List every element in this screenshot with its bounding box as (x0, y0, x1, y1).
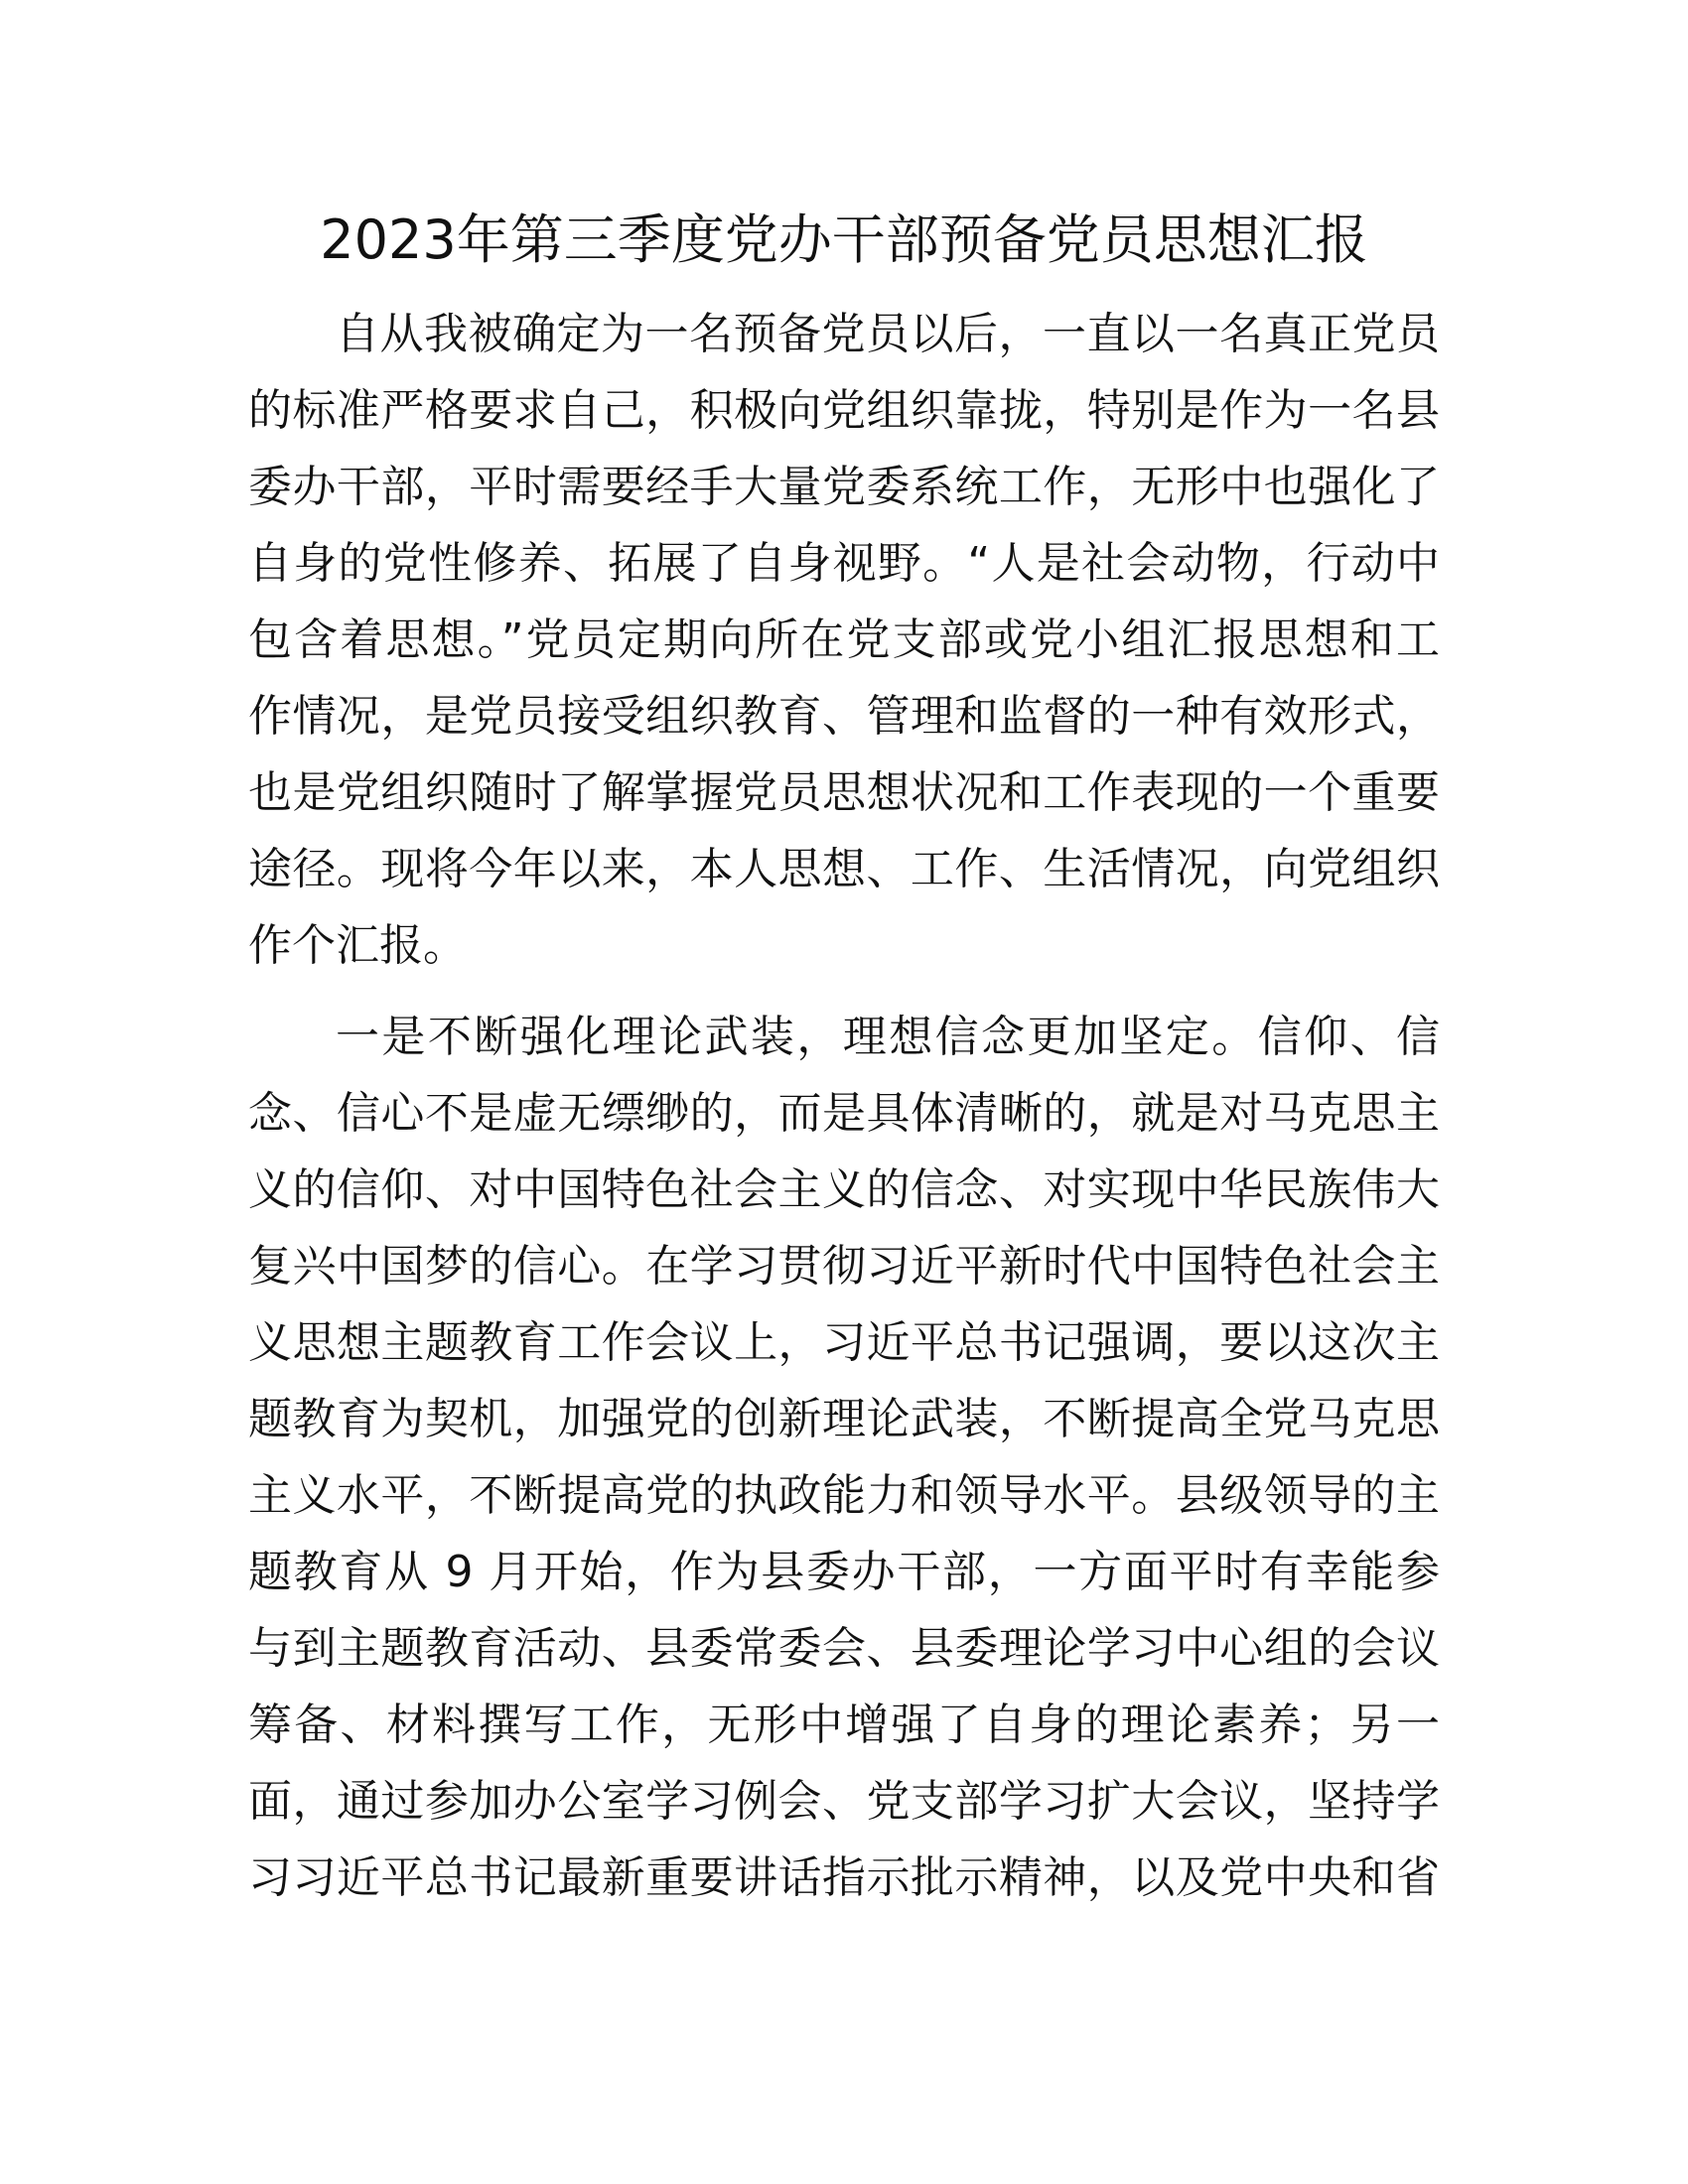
paragraph-line: 题教育为契机，加强党的创新理论武装，不断提高全党马克思 (248, 1394, 1440, 1444)
paragraph-theory (248, 999, 1440, 1916)
paragraph-line: 一是不断强化理论武装，理想信念更加坚定。信仰、信 (336, 1012, 1440, 1062)
paragraph-line: 义思想主题教育工作会议上，习近平总书记强调，要以这次主 (248, 1317, 1440, 1368)
paragraph-line: 作情况，是党员接受组织教育、管理和监督的一种有效形式， (248, 691, 1440, 742)
paragraph-line: 义的信仰、对中国特色社会主义的信念、对实现中华民族伟大 (248, 1164, 1440, 1215)
paragraph-line: 筹备、材料撰写工作，无形中增强了自身的理论素养；另一 (248, 1700, 1440, 1750)
paragraph-line: 与到主题教育活动、县委常委会、县委理论学习中心组的会议 (248, 1623, 1440, 1674)
paragraph-line: 题教育从 9 月开始，作为县委办干部，一方面平时有幸能参 (248, 1547, 1440, 1597)
paragraph-line: 念、信心不是虚无缥缈的，而是具体清晰的，就是对马克思主 (248, 1088, 1440, 1139)
paragraph-line: 自从我被确定为一名预备党员以后，一直以一名真正党员 (336, 309, 1440, 359)
paragraph-line: 途径。现将今年以来，本人思想、工作、生活情况，向党组织 (248, 844, 1440, 894)
document-title: 2023年第三季度党办干部预备党员思想汇报 (320, 208, 1368, 271)
paragraph-line: 委办干部，平时需要经手大量党委系统工作，无形中也强化了 (248, 462, 1440, 512)
paragraph-line: 面，通过参加办公室学习例会、党支部学习扩大会议，坚持学 (248, 1776, 1440, 1827)
paragraph-line: 自身的党性修养、拓展了自身视野。“人是社会动物，行动中 (248, 538, 1440, 589)
paragraph-line: 的标准严格要求自己，积极向党组织靠拢，特别是作为一名县 (248, 385, 1440, 436)
paragraph-line: 作个汇报。 (248, 920, 467, 971)
paragraph-line: 主义水平，不断提高党的执政能力和领导水平。县级领导的主 (248, 1470, 1440, 1521)
paragraph-intro (248, 296, 1440, 984)
paragraph-line: 复兴中国梦的信心。在学习贯彻习近平新时代中国特色社会主 (248, 1241, 1440, 1292)
paragraph-line: 也是党组织随时了解掌握党员思想状况和工作表现的一个重要 (248, 767, 1440, 818)
document-body (248, 296, 1440, 1916)
paragraph-line: 包含着思想。”党员定期向所在党支部或党小组汇报思想和工 (248, 614, 1440, 665)
paragraph-line: 习习近平总书记最新重要讲话指示批示精神，以及党中央和省 (248, 1852, 1440, 1903)
